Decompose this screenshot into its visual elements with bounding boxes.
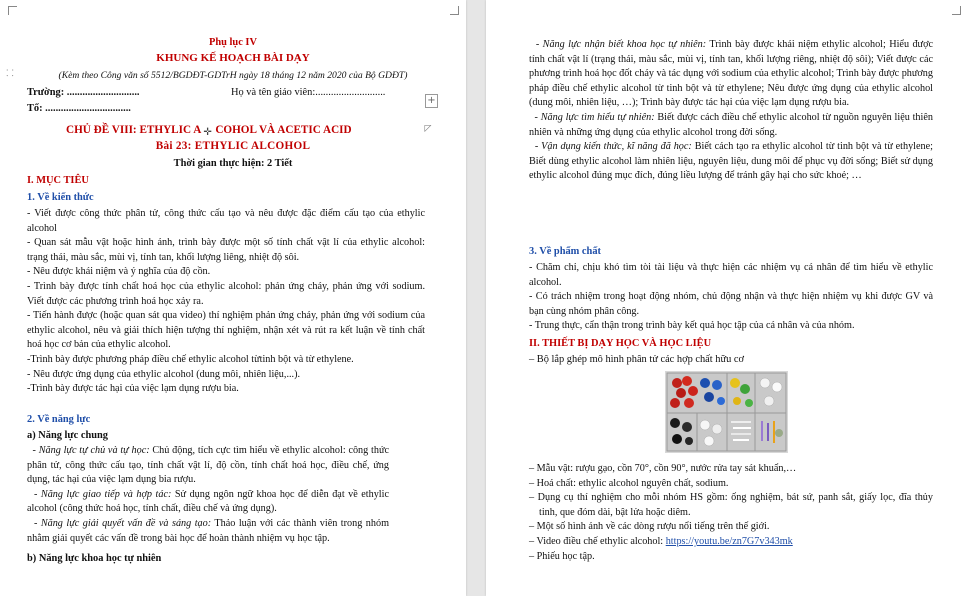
- move-handle-icon[interactable]: ⸬: [6, 69, 14, 79]
- cursor-marker: [201, 123, 215, 138]
- competency-item: - Năng lực nhận biết khoa học tự nhiên: Trình bày được khái niệm ethylic alcohol; Hiểu được tính chất vật lí (trạng thái, màu sắc, mùi vị, tính tan, khối lượng riêng, nhiệt độ sôi); Viết được các phương trình hoá học đốt cháy và tác dụng với sodium của ethylic alcohol; Trình bày được phương pháp điều chế ethylic alcohol từ tinh bột và từ ethylene; Nêu được ứng dụng của ethylic alcohol (dung môi, nhiên liệu, …); Trình bày được tác hại của việc lạm dụng rượu bia.: [529, 39, 933, 109]
- knowledge-item: - Tiến hành được (hoặc quan sát qua video) thí nghiệm phản ứng cháy, phản ứng với sodium của ethylic alcohol, nêu và giải thích hiện tượng thí nghiệm, nhận xét và rút ra kết luận về tính chất hoá học cơ bản của ethylic alcohol.: [27, 310, 425, 351]
- competency-text: Chủ động, tích cực tìm hiểu về ethylic alcohol: công thức phân tử, công thức cấu tạo, tính chất vật lí, độ cồn, tính chất hoá học, điều chế, ứng dụng, tác hại của việc lạm dụng bia rượu.: [27, 445, 389, 486]
- group-field: Tổ: .................................: [27, 103, 131, 114]
- subsection-competency: 2. Về năng lực: [27, 414, 91, 425]
- document-title: KHUNG KẾ HOẠCH BÀI DẠY: [156, 52, 310, 64]
- equipment-text: – Dụng cụ thí nghiệm cho mỗi nhóm HS gồm: ống nghiệm, bát sứ, panh sắt, giấy lọc, đĩa thủy tinh, que đóm dài, bật lửa hoặc diêm.: [529, 492, 933, 518]
- general-competency-list: [27, 444, 389, 546]
- knowledge-item: - Nêu được khái niệm và ý nghĩa của độ cồn.: [27, 266, 211, 278]
- topic-title-part: CHỦ ĐỀ VIII: ETHYLIC A: [66, 124, 202, 136]
- equipment-item: – Hoá chất: ethylic alcohol nguyên chất, sodium.: [529, 477, 729, 489]
- equipment-list: [529, 462, 933, 564]
- knowledge-item: - Nêu được ứng dụng của ethylic alcohol (dung môi, nhiên liệu,...).: [27, 368, 301, 380]
- competency-text: Sử dụng ngôn ngữ khoa học để diễn đạt về ethylic alcohol (công thức hoá học, tính chất, điều chế và ứng dụng).: [27, 488, 389, 515]
- section-objectives: I. MỤC TIÊU: [27, 175, 89, 186]
- competency-text: Biết được cách điều chế ethylic alcohol từ nguồn nguyên liệu thiên nhiên và những ứng dụng của ethylic alcohol trong đời sống.: [529, 111, 933, 138]
- competency-label: Vận dụng kiến thức, kĩ năng đã học:: [541, 141, 692, 153]
- equipment-item: – Mẫu vật: rượu gạo, cồn 70°, cồn 90°, nước rửa tay sát khuẩn,…: [529, 463, 797, 474]
- document-page-right: [486, 0, 970, 596]
- equipment-item: – Một số hình ảnh về các dòng rượu nổi tiếng trên thế giới.: [529, 521, 770, 533]
- equipment-item: [529, 535, 933, 550]
- knowledge-item: -Trình bày được tác hại của việc lạm dụng rượu bia.: [27, 383, 239, 395]
- margin-corner-mark: [952, 6, 961, 15]
- quality-item: - Có trách nhiệm trong hoạt động nhóm, chủ động nhận và thực hiện nhiệm vụ khi được GV và bạn cùng nhóm phân công.: [529, 291, 933, 317]
- knowledge-item: - Quan sát mẫu vật hoặc hình ảnh, trình bày được một số tính chất vật lí của ethylic alcohol: trạng thái, màu sắc, mùi vị, tính tan, khối lượng liêng, nhiệt độ sôi.: [27, 237, 425, 263]
- document-subtitle: (Kèm theo Công văn số 5512/BGDĐT-GDTrH ngày 18 tháng 12 năm 2020 của Bộ GDĐT): [58, 70, 408, 81]
- science-competency-heading: b) Năng lực khoa học tự nhiên: [27, 553, 162, 564]
- subsection-qualities: 3. Về phẩm chất: [529, 246, 601, 257]
- competency-item: - Vận dụng kiến thức, kĩ năng đã học: Biết cách tạo ra ethylic alcohol từ tinh bột và từ ethylene; Biết dùng ethylic alcohol làm nhiên liệu, nguyên liệu, dung môi để phục vụ đời sống; Biết sử dụng ethylic alcohol đúng mục đích, đúng liều lượng để tránh gây hại cho sức khoẻ; …: [529, 141, 933, 182]
- competency-text: Thảo luận với các thành viên trong nhóm nhằm giải quyết các vấn đề trong bài học để hoàn thành nhiệm vụ học tập.: [27, 517, 389, 544]
- competency-item: - Năng lực tự chủ và tự học: Chủ động, tích cực tìm hiểu về ethylic alcohol: công thức phân tử, công thức cấu tạo, tính chất vật lí, độ cồn, tính chất hoá học, điều chế, ứng dụng, tác hại của việc lạm dụng bia rượu.: [27, 445, 389, 486]
- appendix-label: Phụ lục IV: [209, 37, 257, 48]
- equipment-item: – Bộ lắp ghép mô hình phân tử các hợp chất hữu cơ: [529, 354, 745, 365]
- video-link[interactable]: https://youtu.be/zn7G7v343mk: [665, 535, 793, 547]
- competency-item: - Năng lực giải quyết vấn đề và sáng tạo: Thảo luận với các thành viên trong nhóm nhằm giải quyết các vấn đề trong bài học để hoàn thành nhiệm vụ học tập.: [27, 517, 389, 544]
- knowledge-list: [27, 207, 425, 397]
- duration-label: Thời gian thực hiện: 2 Tiết: [173, 158, 293, 169]
- equipment-text: – Video điều chế ethylic alcohol:: [529, 535, 666, 547]
- subsection-knowledge: 1. Về kiến thức: [27, 192, 94, 203]
- competency-item: - Năng lực tìm hiểu tự nhiên: Biết được cách điều chế ethylic alcohol từ nguồn nguyên liệu thiên nhiên và những ứng dụng của ethylic alcohol trong đời sống.: [529, 111, 933, 138]
- document-page-left: [0, 0, 466, 596]
- competency-text: Trình bày được khái niệm ethylic alcohol; Hiểu được tính chất vật lí (trạng thái, màu sắc, mùi vị, tính tan, khối lượng riêng, nhiệt độ sôi); Viết được các phương trình hoá học đốt cháy và tác dụng với sodium của ethylic alcohol; Trình bày được phương pháp điều chế ethylic alcohol từ tinh bột và từ ethylene; Nêu được ứng dụng của ethylic alcohol (dung môi, nhiên liệu, …); Trình bày được tác hại của việc lạm dụng rượu bia.: [529, 39, 933, 109]
- science-competency-list: [529, 38, 933, 184]
- quality-item: - Trung thực, cẩn thận trong trình bày kết quả học tập của cá nhân và của nhóm.: [529, 320, 855, 332]
- plus-icon[interactable]: +: [425, 94, 438, 108]
- topic-title-part: COHOL VÀ ACETIC ACID: [215, 124, 352, 136]
- equipment-item: – Phiếu học tập.: [529, 550, 595, 562]
- margin-corner-mark: [8, 6, 17, 15]
- lesson-title: Bài 23: ETHYLIC ALCOHOL: [155, 140, 311, 152]
- knowledge-item: - Viết được công thức phân tử, công thức cấu tạo và nêu được đặc điểm cấu tạo của ethylic alcohol: [27, 208, 425, 234]
- competency-label: Năng lực tự chủ và tự học:: [38, 445, 150, 456]
- knowledge-item: -Trình bày được phương pháp điều chế ethylic alcohol từtinh bột và từ ethylene.: [27, 353, 354, 365]
- qualities-list: [529, 261, 933, 334]
- competency-label: Năng lực tìm hiểu tự nhiên:: [540, 111, 655, 123]
- school-field: Trường: ............................: [27, 87, 140, 98]
- section-equipment: II. THIẾT BỊ DẠY HỌC VÀ HỌC LIỆU: [529, 338, 712, 349]
- competency-label: Năng lực nhận biết khoa học tự nhiên:: [542, 39, 707, 50]
- competency-text: Biết cách tạo ra ethylic alcohol từ tinh bột và từ ethylene; Biết dùng ethylic alcohol làm nhiên liệu, nguyên liệu, dung môi để phục vụ đời sống; Biết sử dụng ethylic alcohol đúng mục đích, đúng liều lượng để tránh gây hại cho sức khoẻ; …: [529, 141, 933, 182]
- knowledge-item: - Trình bày được tính chất hoá học của ethylic alcohol: phản ứng cháy, phản ứng với sodium. Viết được các phương trình hoá học xảy ra.: [27, 280, 425, 307]
- molecule-kit-image: [665, 371, 788, 453]
- margin-corner-mark: [450, 6, 459, 15]
- resize-icon[interactable]: ◸: [424, 124, 432, 134]
- competency-item: - Năng lực giao tiếp và hợp tác: Sử dụng ngôn ngữ khoa học để diễn đạt về ethylic alcohol (công thức hoá học, tính chất, điều chế và ứng dụng).: [27, 488, 389, 515]
- competency-label: Năng lực giải quyết vấn đề và sáng tạo:: [40, 517, 212, 529]
- general-competency-heading: a) Năng lực chung: [27, 430, 108, 441]
- equipment-item: [529, 491, 933, 520]
- topic-title: [66, 123, 352, 137]
- move-handle-icon[interactable]: ✛: [203, 127, 212, 138]
- teacher-field: Họ và tên giáo viên:...........................: [231, 87, 386, 98]
- quality-item: - Chăm chỉ, chịu khó tìm tòi tài liệu và thực hiện các nhiệm vụ cá nhân để tìm hiểu về ethylic alcohol.: [529, 262, 933, 288]
- competency-label: Năng lực giao tiếp và hợp tác:: [40, 488, 172, 500]
